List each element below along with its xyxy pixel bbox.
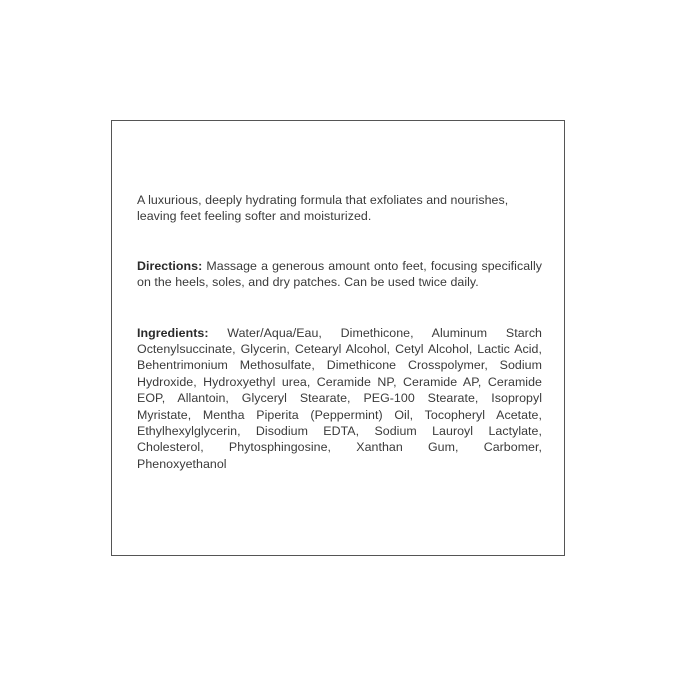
product-info-content: [137, 192, 542, 472]
ingredients-paragraph: [137, 325, 542, 473]
ingredients-text: Water/Aqua/Eau, Dimethicone, Aluminum Starch Octenylsuccinate, Glycerin, Cetearyl Alcohol, Cetyl Alcohol, Lactic Acid, Behentrimonium Methosulfate, Dimethicone Crosspolymer, Sodium Hydroxide, Hydroxyethyl urea, Ceramide NP, Ceramide AP, Ceramide EOP, Allantoin, Glyceryl Stearate, PEG-100 Stearate, Isopropyl Myristate, Mentha Piperita (Peppermint) Oil, Tocopheryl Acetate, Ethylhexylglycerin, Disodium EDTA, Sodium Lauroyl Lactylate, Cholesterol, Phytosphingosine, Xanthan Gum, Carbomer, Phenoxyethanol: [137, 325, 543, 471]
directions-paragraph: [137, 258, 542, 291]
directions-label: Directions:: [137, 258, 203, 273]
product-info-panel: [111, 120, 565, 556]
directions-text: Massage a generous amount onto feet, focusing specifically on the heels, soles, and dry patches. Can be used twice daily.: [137, 258, 542, 290]
product-description: A luxurious, deeply hydrating formula that exfoliates and nourishes, leaving feet feeling softer and moisturized.: [137, 193, 509, 224]
ingredients-label: Ingredients:: [137, 325, 209, 340]
